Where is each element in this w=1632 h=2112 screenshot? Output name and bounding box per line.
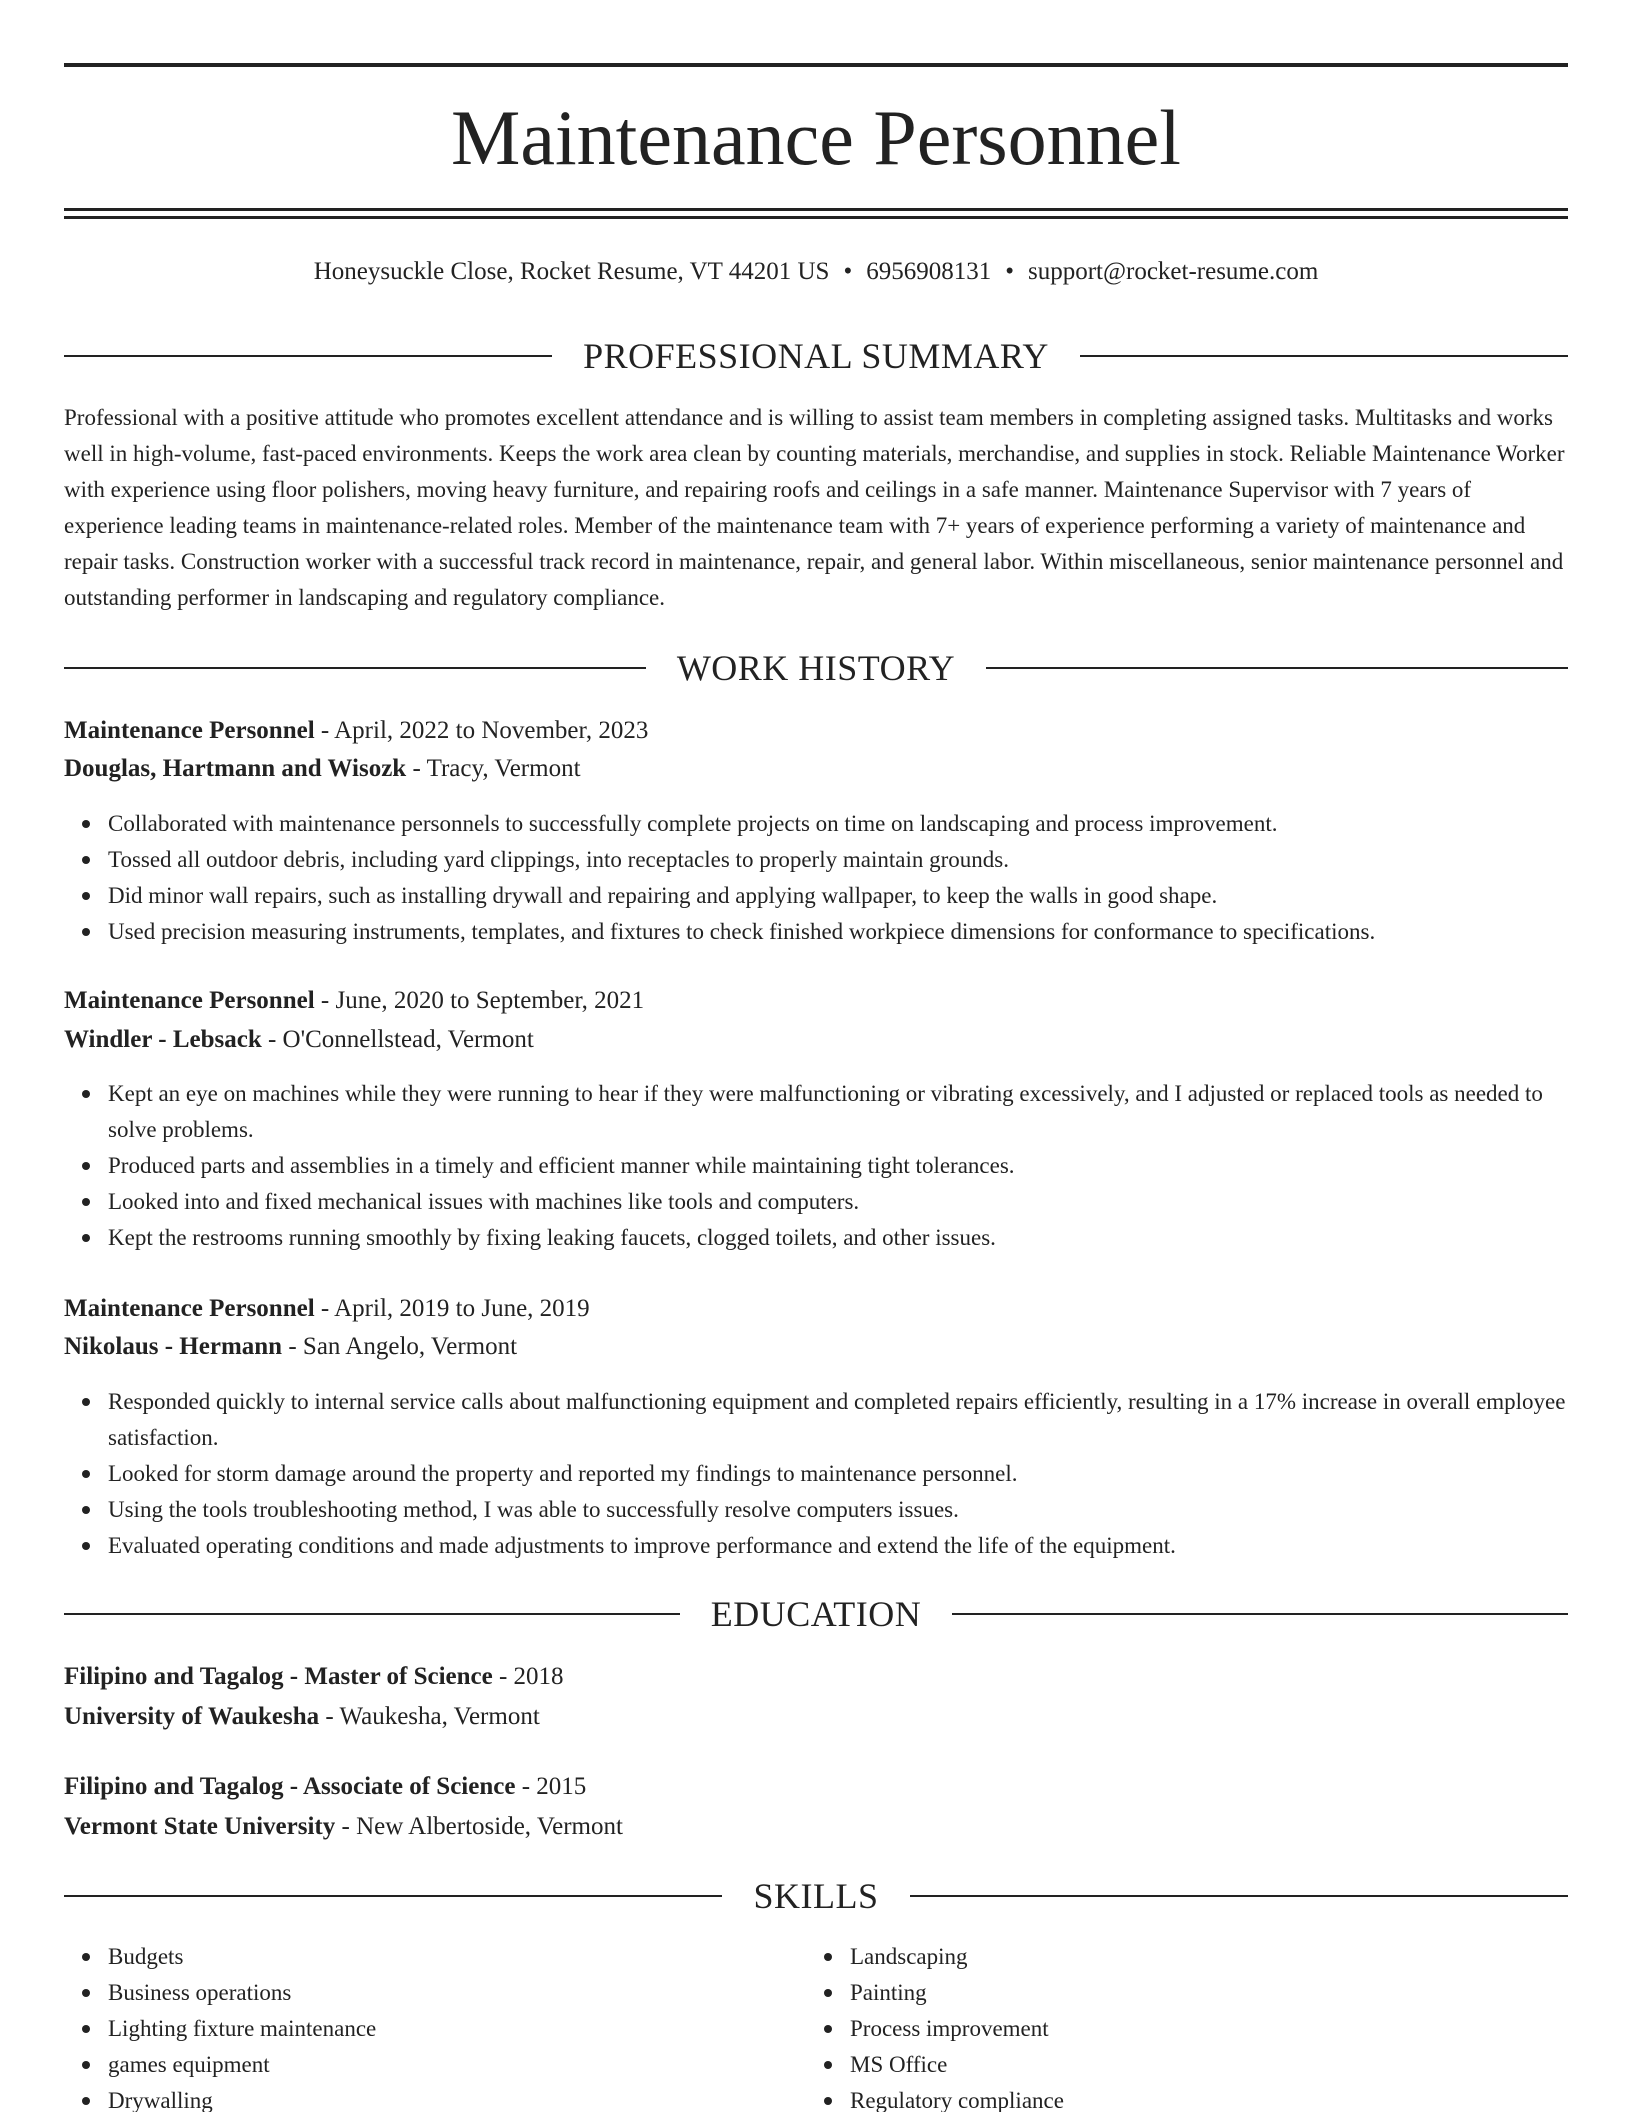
list-item: Budgets xyxy=(108,1939,764,1975)
job-company: Nikolaus - Hermann xyxy=(64,1333,283,1360)
education-location: - Waukesha, Vermont xyxy=(319,1703,540,1730)
list-item: Collaborated with maintenance personnels to successfully complete projects on time on landscaping and process improvement. xyxy=(108,806,1568,842)
job-company-line xyxy=(64,1022,1568,1058)
list-item: Drywalling xyxy=(108,2083,764,2112)
contact-address: Honeysuckle Close, Rocket Resume, VT 44201 US xyxy=(313,258,830,285)
job-company-line xyxy=(64,751,1568,787)
job-dates: - June, 2020 to September, 2021 xyxy=(314,987,645,1014)
list-item: Looked into and fixed mechanical issues with machines like tools and computers. xyxy=(108,1184,1568,1220)
education-year: - 2018 xyxy=(492,1663,564,1690)
section-header-work xyxy=(64,646,1568,690)
education-school-line xyxy=(64,1809,1568,1845)
list-item: games equipment xyxy=(108,2047,764,2083)
list-item: Regulatory compliance xyxy=(850,2083,1506,2112)
section-title-education: EDUCATION xyxy=(710,1594,922,1634)
education-school-line xyxy=(64,1699,1568,1735)
job-location: - Tracy, Vermont xyxy=(406,755,581,782)
bullet-separator-icon: • xyxy=(843,258,853,285)
job-title-line xyxy=(64,713,1568,749)
list-item: Business operations xyxy=(108,1975,764,2011)
job-title-line xyxy=(64,1291,1568,1327)
job-company: Douglas, Hartmann and Wisozk xyxy=(64,755,407,782)
list-item: Did minor wall repairs, such as installing drywall and repairing and applying wallpaper, to keep the walls in good shape. xyxy=(108,878,1568,914)
list-item: Landscaping xyxy=(850,1939,1506,1975)
list-item: Kept an eye on machines while they were running to hear if they were malfunctioning or vibrating excessively, and I adjusted or replaced tools as needed to solve problems. xyxy=(108,1076,1568,1148)
section-header-skills xyxy=(64,1874,1568,1918)
job-title: Maintenance Personnel xyxy=(64,1295,315,1322)
header-bottom-rule xyxy=(64,208,1568,211)
job-title-line xyxy=(64,983,1568,1019)
job-title: Maintenance Personnel xyxy=(64,717,315,744)
section-header-education xyxy=(64,1592,1568,1636)
header-bottom-rule-inner xyxy=(64,216,1568,219)
list-item: Using the tools troubleshooting method, I was able to successfully resolve computers issues. xyxy=(108,1492,1568,1528)
list-item: Used precision measuring instruments, templates, and fixtures to check finished workpiece dimensions for conformance to specifications. xyxy=(108,914,1568,950)
candidate-name: Maintenance Personnel xyxy=(451,94,1181,181)
education-location: - New Albertoside, Vermont xyxy=(335,1813,623,1840)
list-item: Painting xyxy=(850,1975,1506,2011)
section-title-work: WORK HISTORY xyxy=(676,648,956,688)
job-dates: - April, 2022 to November, 2023 xyxy=(314,717,649,744)
education-school: Vermont State University xyxy=(64,1813,336,1840)
education-degree-line xyxy=(64,1659,1568,1695)
list-item: MS Office xyxy=(850,2047,1506,2083)
job-title: Maintenance Personnel xyxy=(64,987,315,1014)
education-degree: Filipino and Tagalog - Master of Science xyxy=(64,1663,493,1690)
education-school: University of Waukesha xyxy=(64,1703,320,1730)
job-bullets xyxy=(64,1076,1568,1256)
section-title-skills: SKILLS xyxy=(753,1876,879,1916)
contact-line xyxy=(64,254,1568,290)
list-item: Produced parts and assemblies in a timely and efficient manner while maintaining tight tolerances. xyxy=(108,1148,1568,1184)
job-bullets xyxy=(64,806,1568,950)
list-item: Process improvement xyxy=(850,2011,1506,2047)
job-company-line xyxy=(64,1329,1568,1365)
job-location: - O'Connellstead, Vermont xyxy=(261,1026,534,1053)
header-top-rule xyxy=(64,63,1568,67)
contact-phone: 6956908131 xyxy=(866,258,992,285)
job-location: - San Angelo, Vermont xyxy=(282,1333,518,1360)
section-header-summary xyxy=(64,334,1568,378)
list-item: Tossed all outdoor debris, including yard clippings, into receptacles to properly maintain grounds. xyxy=(108,842,1568,878)
list-item: Lighting fixture maintenance xyxy=(108,2011,764,2047)
list-item: Evaluated operating conditions and made adjustments to improve performance and extend the life of the equipment. xyxy=(108,1528,1568,1564)
list-item: Kept the restrooms running smoothly by fixing leaking faucets, clogged toilets, and other issues. xyxy=(108,1220,1568,1256)
contact-email: support@rocket-resume.com xyxy=(1027,258,1319,285)
section-title-summary: PROFESSIONAL SUMMARY xyxy=(583,336,1049,376)
job-bullets xyxy=(64,1384,1568,1564)
education-degree: Filipino and Tagalog - Associate of Science xyxy=(64,1773,516,1800)
job-company: Windler - Lebsack xyxy=(64,1026,262,1053)
summary-text: Professional with a positive attitude who promotes excellent attendance and is willing to assist team members in completing assigned tasks. Multitasks and works well in high-volume, fast-paced environments. Keeps the work area clean by counting materials, merchandise, and supplies in stock. Reliable Maintenance Worker with experience using floor polishers, moving heavy furniture, and repairing roofs and ceilings in a safe manner. Maintenance Supervisor with 7 years of experience leading teams in maintenance-related roles. Member of the maintenance team with 7+ years of experience performing a variety of maintenance and repair tasks. Construction worker with a successful track record in maintenance, repair, and general labor. Within miscellaneous, senior maintenance personnel and outstanding performer in landscaping and regulatory compliance. xyxy=(64,405,1565,610)
list-item: Looked for storm damage around the property and reported my findings to maintenance personnel. xyxy=(108,1456,1568,1492)
education-year: - 2015 xyxy=(515,1773,587,1800)
skills-list-right xyxy=(806,1939,1506,2112)
job-dates: - April, 2019 to June, 2019 xyxy=(314,1295,590,1322)
skills-list-left xyxy=(64,1939,764,2112)
list-item: Responded quickly to internal service calls about malfunctioning equipment and completed repairs efficiently, resulting in a 17% increase in overall employee satisfaction. xyxy=(108,1384,1568,1456)
bullet-separator-icon: • xyxy=(1005,258,1014,285)
education-degree-line xyxy=(64,1769,1568,1805)
